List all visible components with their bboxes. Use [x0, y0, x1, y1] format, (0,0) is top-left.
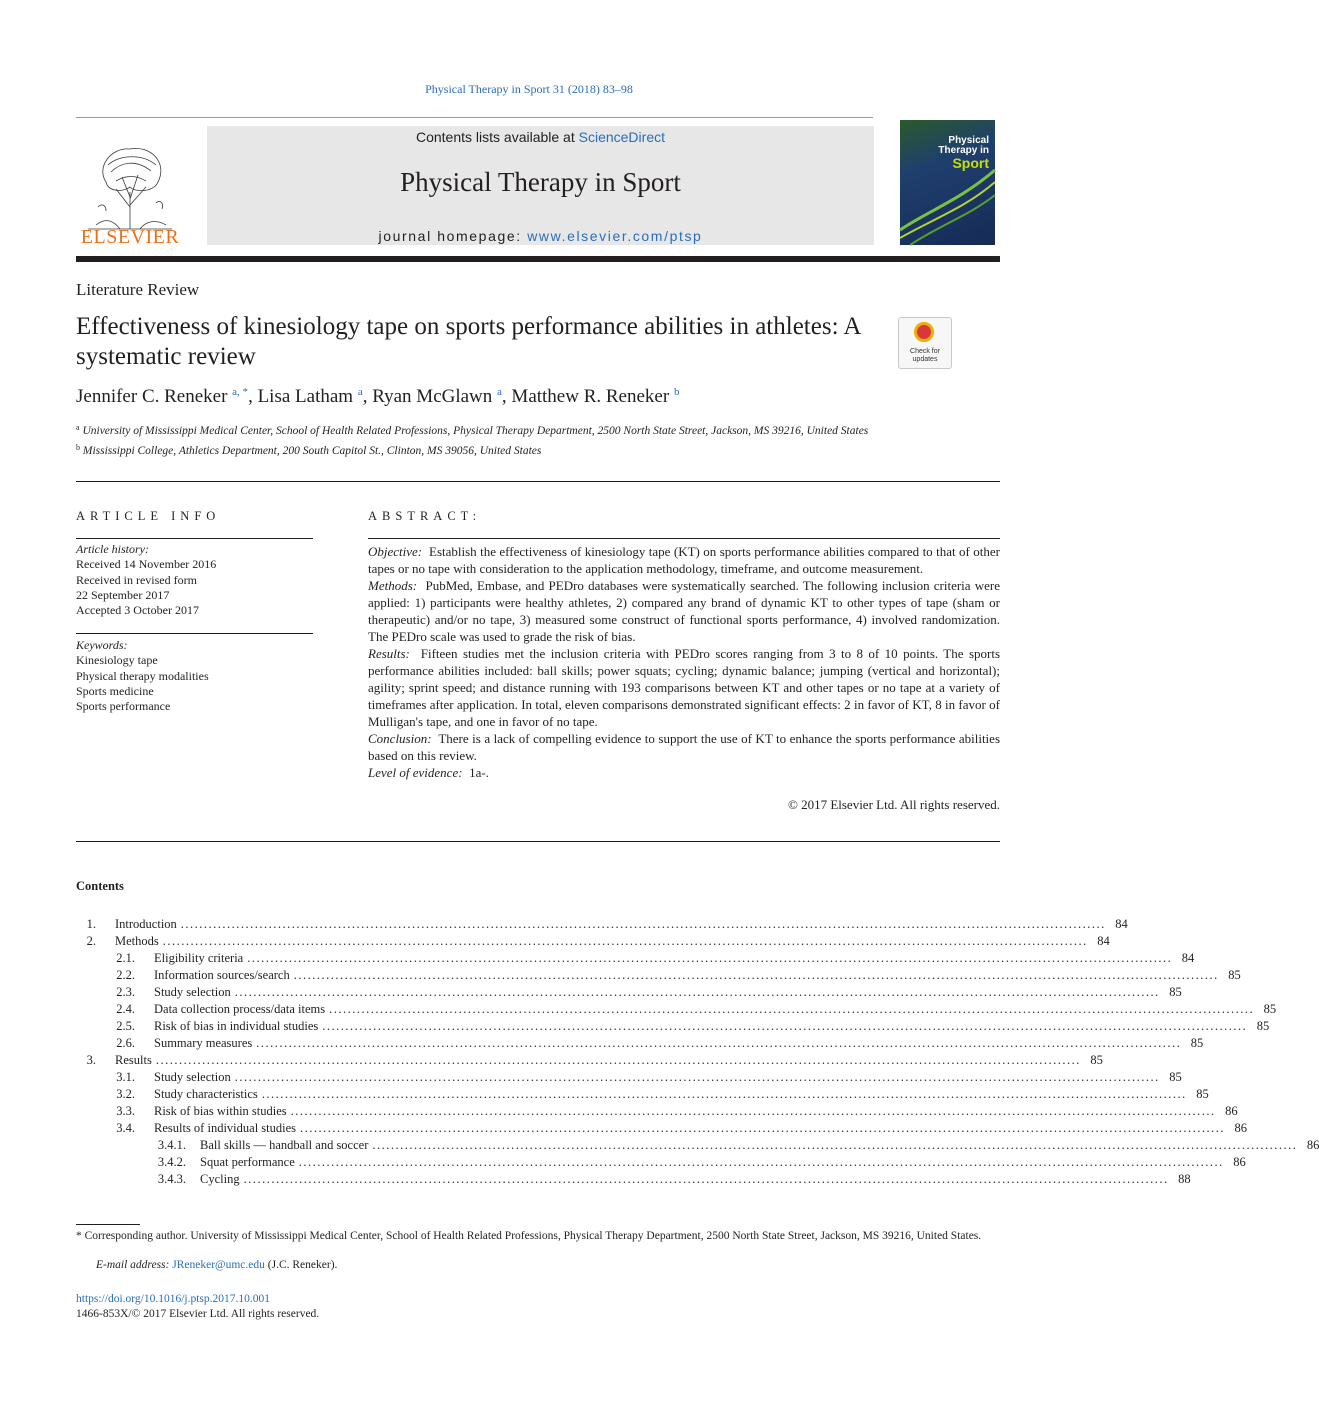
contents-heading: Contents — [76, 879, 124, 893]
toc-entry[interactable] — [76, 1120, 1248, 1137]
keyword-item: Physical therapy modalities — [76, 668, 209, 683]
journal-homepage-link[interactable]: www.elsevier.com/ptsp — [527, 228, 703, 244]
sciencedirect-link[interactable]: ScienceDirect — [578, 129, 665, 145]
abstract-conclusion — [368, 730, 1000, 764]
toc-entry-page[interactable]: 85 — [1228, 968, 1241, 982]
abstract-objective — [368, 543, 1000, 577]
toc-entry[interactable] — [76, 1171, 1191, 1188]
article-info-heading: ARTICLE INFO — [76, 509, 221, 523]
affiliation-text: University of Mississippi Medical Center, School of Health Related Professions, Physical Therapy Department, 2500 North State Street, Jackson, MS 39216, United States — [82, 425, 869, 437]
toc-entry[interactable] — [76, 967, 1241, 984]
toc-entry-number: 3.2. — [116, 1087, 135, 1101]
toc-leader-dots: ........................................................................................................................................................................................................ — [298, 1155, 1224, 1169]
email-suffix: (J.C. Reneker). — [267, 1259, 338, 1271]
contents-available-text: Contents lists available at — [415, 129, 579, 145]
toc-entry[interactable] — [76, 984, 1182, 1001]
toc-entry[interactable] — [76, 1086, 1209, 1103]
toc-entry-number: 3.4.1. — [157, 1138, 186, 1152]
toc-entry-page[interactable]: 85 — [1190, 1036, 1204, 1050]
header-thick-divider — [76, 256, 1000, 262]
toc-entry-label[interactable]: Introduction — [115, 917, 177, 931]
toc-leader-dots: ........................................................................................................................................................................................................ — [247, 951, 1173, 965]
author-name[interactable]: Ryan McGlawn — [372, 386, 493, 407]
toc-entry-number: 2. — [86, 934, 96, 948]
article-history — [76, 542, 216, 618]
affiliation-mark: b — [76, 442, 80, 452]
toc-entry-number: 3.3. — [116, 1104, 135, 1118]
abstract-section-text: Establish the effectiveness of kinesiology tape (KT) on sports performance abilities compared to that of other tapes or no tape with consideration to the application methodology, timeframe, and outcome measurement. — [368, 544, 1000, 576]
toc-leader-dots: ........................................................................................................................................................................................................ — [329, 1002, 1255, 1016]
toc-entry[interactable] — [76, 1103, 1238, 1120]
abstract-section-text: 1a-. — [469, 765, 489, 780]
toc-entry[interactable] — [76, 1154, 1246, 1171]
toc-leader-dots: ........................................................................................................................................................................................................ — [372, 1138, 1298, 1152]
toc-leader-dots: ........................................................................................................................................................................................................ — [256, 1036, 1182, 1050]
toc-leader-dots: ........................................................................................................................................................................................................ — [180, 917, 1106, 931]
toc-entry-number: 2.1. — [116, 951, 135, 965]
abstract-section-text: PubMed, Embase, and PEDro databases were systematically searched. The following inclusion criteria were applied: 1) participants were healthy athletes, 2) compared any brand of dynamic KT to other types of tape (sham or therapeutic) and/or no tape, 3) measured some construct of functional sports performance, 4) involved randomization. The PEDro scale was used to grade the risk of bias. — [368, 578, 1000, 644]
toc-entry-number: 1. — [86, 917, 96, 931]
toc-entry-page[interactable]: 85 — [1256, 1019, 1270, 1033]
toc-entry-label[interactable]: Results of individual studies — [154, 1121, 297, 1135]
toc-entry-page[interactable]: 85 — [1169, 1070, 1182, 1084]
history-item: Received 14 November 2016 — [76, 557, 217, 572]
keyword-item: Kinesiology tape — [76, 653, 158, 668]
keyword-item: Sports performance — [76, 699, 171, 714]
toc-entry[interactable] — [76, 916, 1128, 933]
toc-entry-page[interactable]: 86 — [1234, 1121, 1248, 1135]
toc-entry[interactable] — [76, 1052, 1103, 1069]
author-name[interactable]: Matthew R. Reneker — [511, 386, 670, 407]
cover-title-line-3: Sport — [952, 155, 989, 171]
affiliations — [76, 420, 886, 459]
toc-entry-label[interactable]: Eligibility criteria — [154, 951, 244, 965]
article-type: Literature Review — [76, 280, 200, 299]
toc-entry-label[interactable]: Study characteristics — [154, 1087, 258, 1101]
table-of-contents — [76, 916, 1319, 1188]
history-item: 22 September 2017 — [76, 587, 170, 602]
abstract-section-text: There is a lack of compelling evidence to support the use of KT to enhance the sports performance abilities based on this review. — [368, 731, 1000, 763]
abstract-copyright: © 2017 Elsevier Ltd. All rights reserved. — [787, 797, 1000, 812]
check-for-updates-label: Check for updates — [910, 348, 940, 363]
check-for-updates-button[interactable] — [898, 317, 952, 369]
keywords-divider — [76, 633, 313, 634]
author-name[interactable]: Lisa Latham — [257, 386, 354, 407]
toc-entry-page[interactable]: 84 — [1115, 917, 1128, 931]
affiliation-mark: a — [76, 423, 80, 432]
toc-entry-label[interactable]: Risk of bias in individual studies — [154, 1019, 319, 1033]
toc-leader-dots: ........................................................................................................................................................................................................ — [162, 934, 1088, 948]
toc-entry-number: 3.4. — [116, 1121, 135, 1135]
toc-entry-label[interactable]: Study selection — [154, 985, 231, 999]
abstract-section-label: Objective: — [368, 544, 423, 559]
journal-name: Physical Therapy in Sport — [400, 167, 681, 197]
abstract-section-label: Methods: — [368, 578, 418, 593]
abstract-level-of-evidence — [368, 764, 1000, 781]
check-for-updates-icon — [914, 322, 934, 342]
abstract-heading: ABSTRACT: — [368, 509, 482, 523]
affiliation-item — [76, 420, 886, 440]
homepage-label: journal homepage: — [378, 228, 528, 244]
article-info-divider — [76, 538, 313, 539]
section-divider — [76, 841, 1000, 842]
toc-entry-number: 3.4.2. — [157, 1155, 186, 1169]
toc-entry-number: 2.5. — [116, 1019, 135, 1033]
toc-entry-label[interactable]: Cycling — [200, 1172, 240, 1186]
toc-entry[interactable] — [76, 1069, 1182, 1086]
toc-entry[interactable] — [76, 1035, 1204, 1052]
author-name[interactable]: Jennifer C. Reneker — [76, 386, 228, 407]
history-item: Accepted 3 October 2017 — [76, 603, 199, 618]
keywords-label: Keywords: — [76, 638, 128, 652]
author-affiliation-mark[interactable]: b — [673, 386, 680, 398]
toc-entry-label[interactable]: Summary measures — [154, 1036, 253, 1050]
abstract-section-label: Level of evidence: — [368, 765, 463, 780]
journal-citation-link[interactable]: Physical Therapy in Sport 31 (2018) 83–98 — [425, 82, 633, 96]
toc-entry[interactable] — [76, 1001, 1277, 1018]
email-link[interactable]: JReneker@umc.edu — [172, 1259, 265, 1271]
issn-copyright: 1466-853X/© 2017 Elsevier Ltd. All rights reserved. — [76, 1308, 320, 1320]
cover-title — [909, 136, 989, 170]
toc-entry[interactable] — [76, 950, 1195, 967]
toc-entry-page[interactable]: 86 — [1306, 1138, 1319, 1152]
toc-entry[interactable] — [76, 1018, 1270, 1035]
toc-entry-page[interactable]: 86 — [1225, 1104, 1238, 1118]
toc-entry-number: 3. — [86, 1053, 96, 1067]
journal-homepage-line — [207, 228, 874, 244]
toc-entry-label[interactable]: Ball skills — handball and soccer — [200, 1138, 369, 1152]
history-item: Received in revised form — [76, 572, 197, 587]
abstract-section-label: Results: — [368, 646, 410, 661]
toc-entry[interactable] — [76, 1137, 1319, 1154]
affiliation-text: Mississippi College, Athletics Department, 200 South Capitol St., Clinton, MS 39056, United States — [82, 444, 542, 457]
toc-entry-page[interactable]: 88 — [1178, 1172, 1191, 1186]
toc-entry-page[interactable]: 84 — [1097, 934, 1110, 948]
affiliation-item — [76, 440, 886, 460]
toc-entry-page[interactable]: 84 — [1181, 951, 1195, 965]
toc-entry[interactable] — [76, 933, 1110, 950]
toc-entry-number: 3.1. — [116, 1070, 135, 1084]
toc-entry-label[interactable]: Study selection — [154, 1070, 231, 1084]
cover-title-line-2: Therapy in — [938, 145, 989, 156]
journal-cover-thumbnail[interactable] — [900, 120, 995, 245]
doi-link[interactable]: https://doi.org/10.1016/j.ptsp.2017.10.001 — [76, 1293, 271, 1305]
toc-entry-page[interactable]: 85 — [1169, 985, 1182, 999]
contents-available-line — [207, 129, 874, 145]
toc-leader-dots: ........................................................................................................................................................................................................ — [293, 968, 1219, 982]
author-affiliation-mark[interactable]: a, * — [232, 386, 249, 398]
toc-entry-number: 3.4.3. — [157, 1172, 186, 1186]
abstract-section-label: Conclusion: — [368, 731, 432, 746]
cover-title-line-1: Physical — [948, 135, 989, 146]
toc-entry-label[interactable]: Information sources/search — [154, 968, 290, 982]
keywords — [76, 638, 209, 714]
email-label: E-mail address: — [96, 1259, 170, 1271]
toc-entry-label[interactable]: Data collection process/data items — [154, 1002, 326, 1016]
abstract-results — [368, 645, 1000, 730]
toc-leader-dots: ........................................................................................................................................................................................................ — [290, 1104, 1216, 1118]
toc-entry-label[interactable]: Risk of bias within studies — [154, 1104, 287, 1118]
toc-leader-dots: ........................................................................................................................................................................................................ — [322, 1019, 1248, 1033]
toc-entry-label[interactable]: Results — [115, 1053, 152, 1067]
keyword-item: Sports medicine — [76, 683, 154, 698]
toc-entry-page[interactable]: 85 — [1196, 1087, 1209, 1101]
section-divider — [76, 481, 1000, 482]
author-list: Jennifer C. Reneker $^{a, *}$, Lisa Latham $^a$, Ryan McGlawn $^a$, Matthew R. Reneker $^b$ — [76, 386, 680, 407]
corresponding-author-note: * Corresponding author. University of Mississippi Medical Center, School of Health Related Professions, Physical Therapy Department, 2500 North State Street, Jackson, MS 39216, United States. — [76, 1230, 982, 1242]
author-affiliation-mark[interactable]: a — [357, 386, 363, 398]
toc-entry-page[interactable]: 86 — [1233, 1155, 1246, 1169]
toc-leader-dots: ........................................................................................................................................................................................................ — [234, 1070, 1160, 1084]
author-affiliation-mark[interactable]: a — [497, 386, 502, 398]
toc-leader-dots: ........................................................................................................................................................................................................ — [243, 1172, 1169, 1186]
abstract-section-text: Fifteen studies met the inclusion criteria with PEDro scores ranging from 3 to 8 of 10 points. The sports performance abilities included: ball skills; power squats; cycling; dynamic balance; jumping (vertical and horizontal); agility; sprint speed; and distance running with 193 comparisons between KT and other tapes or no tape at a variety of timeframes after application. In total, eleven comparisons demonstrated significant effects: 2 in favor of KT, 8 in favor of Mulligan's tape, and one in favor of no tape. — [368, 646, 1000, 729]
article-history-label: Article history: — [76, 542, 149, 556]
header-top-divider — [76, 117, 873, 118]
toc-entry-number: 2.2. — [116, 968, 135, 982]
abstract-divider — [368, 538, 1000, 539]
article-title: Effectiveness of kinesiology tape on sports performance abilities in athletes: A systematic review — [76, 313, 861, 370]
toc-entry-page[interactable]: 85 — [1263, 1002, 1277, 1016]
toc-entry-label[interactable]: Methods — [115, 934, 159, 948]
abstract-body — [368, 543, 1000, 781]
toc-entry-label[interactable]: Squat performance — [200, 1155, 295, 1169]
toc-leader-dots: ........................................................................................................................................................................................................ — [261, 1087, 1187, 1101]
toc-entry-number: 2.3. — [116, 985, 135, 999]
toc-leader-dots: ........................................................................................................................................................................................................ — [234, 985, 1160, 999]
toc-entry-number: 2.6. — [116, 1036, 135, 1050]
toc-entry-number: 2.4. — [116, 1002, 135, 1016]
toc-leader-dots: ........................................................................................................................................................................................................ — [300, 1121, 1226, 1135]
footnote-divider — [76, 1224, 140, 1225]
abstract-methods — [368, 577, 1000, 645]
toc-entry-page[interactable]: 85 — [1090, 1053, 1103, 1067]
elsevier-wordmark: ELSEVIER — [80, 226, 180, 248]
toc-leader-dots: ........................................................................................................................................................................................................ — [155, 1053, 1081, 1067]
email-line — [96, 1259, 337, 1271]
